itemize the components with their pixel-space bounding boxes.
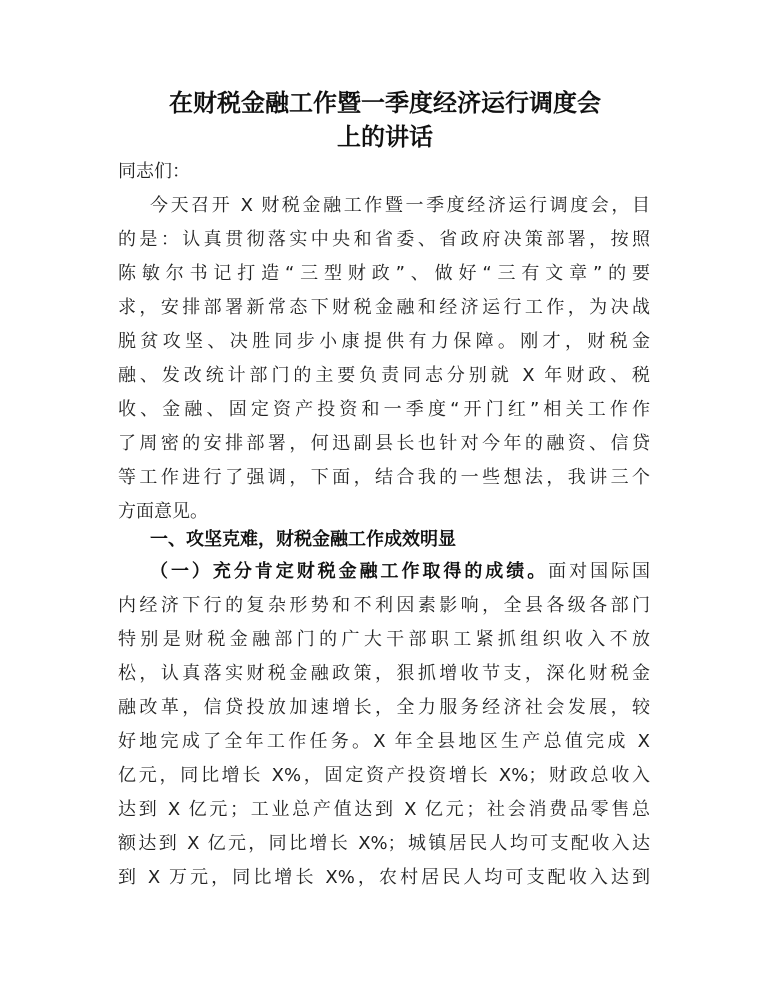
subsection-line: 内经济下行的复杂形势和不利因素影响，全县各级各部门: [118, 595, 650, 616]
intro-line: 的是：认真贯彻落实中央和省委、省政府决策部署，按照: [118, 229, 650, 250]
intro-line: 收、金融、固定资产投资和一季度“开门红”相关工作作: [118, 399, 650, 420]
intro-line: 方面意见。: [118, 501, 208, 522]
section-heading-1: 一、攻坚克难，财税金融工作成效明显: [150, 529, 456, 550]
intro-line: 融、发改统计部门的主要负责同志分别就 X 年财政、税: [118, 365, 650, 386]
subsection-line: 亿元，同比增长 X%，固定资产投资增长 X%；财政总收入: [118, 765, 650, 786]
document-title-line-2: 上的讲话: [337, 123, 433, 151]
document-title-line-1: 在财税金融工作暨一季度经济运行调度会: [169, 89, 601, 117]
intro-line: 脱贫攻坚、决胜同步小康提供有力保障。刚才，财税金: [118, 331, 650, 352]
subsection-line: 额达到 X 亿元，同比增长 X%；城镇居民人均可支配收入达: [118, 833, 650, 854]
intro-line: 陈敏尔书记打造“三型财政”、做好“三有文章”的要: [118, 263, 650, 284]
subsection-line: 到 X 万元，同比增长 X%，农村居民人均可支配收入达到: [118, 867, 650, 888]
subsection-line: 达到 X 亿元；工业总产值达到 X 亿元；社会消费品零售总: [118, 799, 650, 820]
intro-line: 了周密的安排部署，何迅副县长也针对今年的融资、信贷: [118, 433, 650, 454]
subsection-line: 融改革，信贷投放加速增长，全力服务经济社会发展，较: [118, 697, 650, 718]
subsection-first-line-rest: 面对国际国: [548, 561, 650, 582]
subsection-lead: （一）充分肯定财税金融工作取得的成绩。: [150, 561, 549, 582]
subsection-line: 特别是财税金融部门的广大干部职工紧抓组织收入不放: [118, 629, 650, 650]
intro-line: 今天召开 X 财税金融工作暨一季度经济运行调度会，目: [150, 195, 650, 216]
subsection-first-line: [150, 556, 650, 588]
salutation: 同志们：: [118, 161, 190, 182]
subsection-line: 松，认真落实财税金融政策，狠抓增收节支，深化财税金: [118, 663, 650, 684]
intro-line: 求，安排部署新常态下财税金融和经济运行工作，为决战: [118, 297, 650, 318]
intro-line: 等工作进行了强调，下面，结合我的一些想法，我讲三个: [118, 467, 650, 488]
subsection-line: 好地完成了全年工作任务。X 年全县地区生产总值完成 X: [118, 731, 650, 752]
